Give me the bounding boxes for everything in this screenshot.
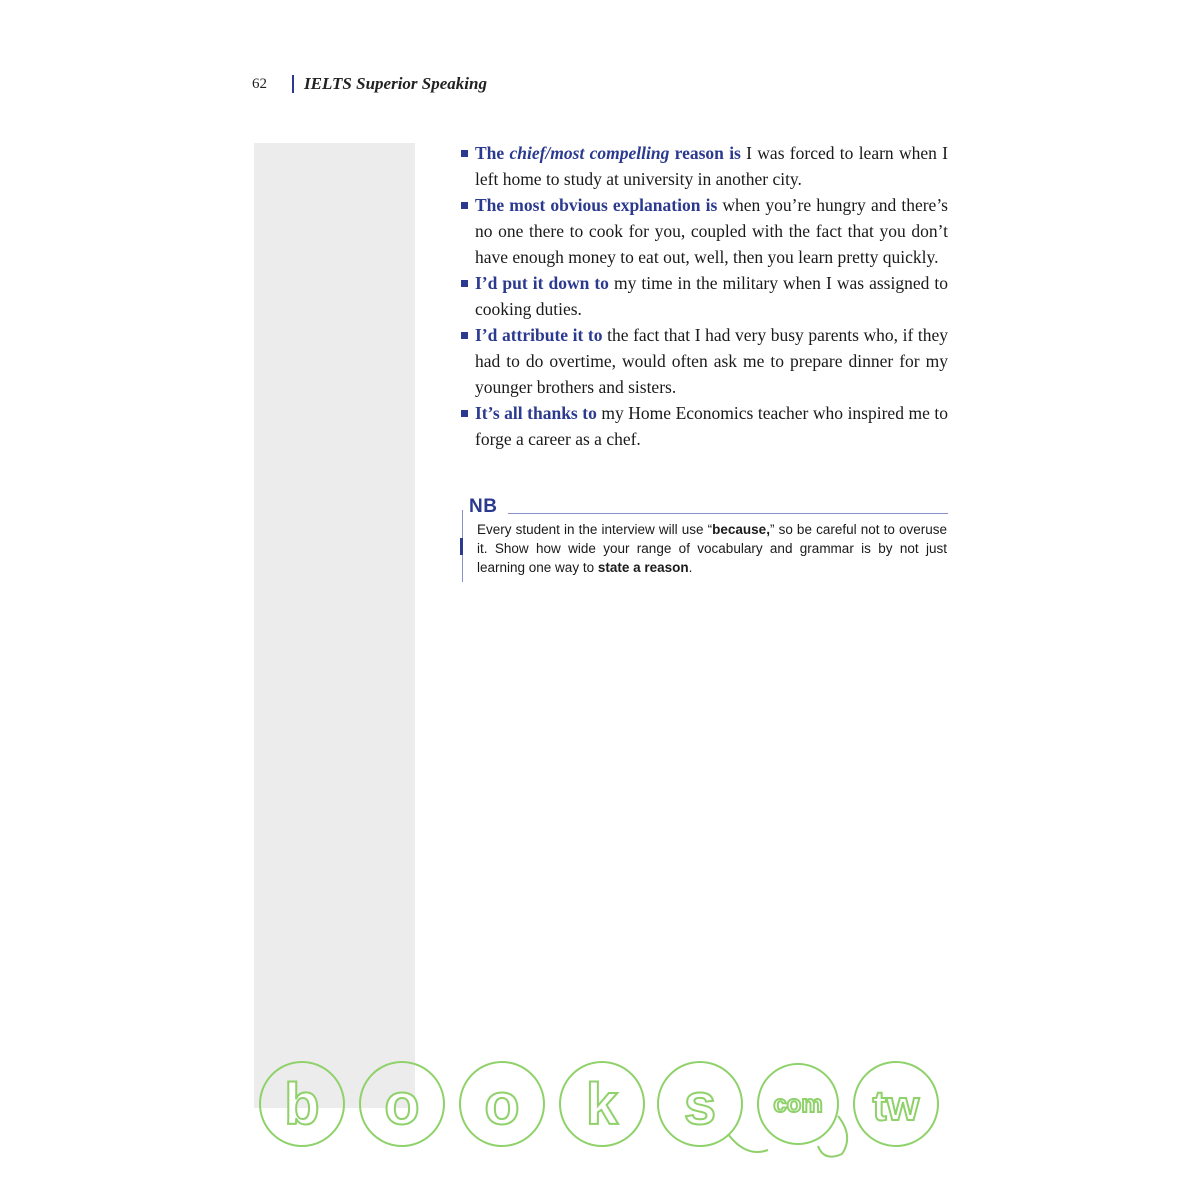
nb-text-part: ” so be careful not to overuse it. Show how wide your range of vocabulary and grammar is by not just learning one way to bbox=[477, 522, 947, 575]
square-bullet-icon bbox=[461, 202, 468, 209]
phrase-highlight-italic: chief/most compelling bbox=[509, 143, 670, 163]
square-bullet-icon bbox=[461, 410, 468, 417]
book-title: IELTS Superior Speaking bbox=[304, 74, 487, 93]
watermark-letter: o bbox=[384, 1072, 420, 1137]
page-header bbox=[252, 72, 487, 96]
example-text: my Home Economics teacher who inspired me to forge a career as a chef. bbox=[475, 403, 949, 449]
square-bullet-icon bbox=[461, 150, 468, 157]
phrase-highlight: It’s all thanks to bbox=[475, 403, 597, 423]
reason-list bbox=[460, 140, 948, 452]
header-divider bbox=[292, 75, 294, 93]
nb-text-bold: state a reason bbox=[597, 560, 689, 575]
nb-text-bold: because, bbox=[712, 522, 770, 537]
phrase-highlight: I’d put it down to bbox=[475, 273, 609, 293]
square-bullet-icon bbox=[461, 332, 468, 339]
nb-text bbox=[477, 520, 947, 577]
reason-item bbox=[460, 192, 948, 270]
reason-item bbox=[460, 322, 948, 400]
reason-item bbox=[460, 400, 948, 452]
watermark-letter: k bbox=[585, 1072, 619, 1137]
watermark-letter: o bbox=[484, 1072, 520, 1137]
nb-text-part: Every student in the interview will use “ bbox=[477, 522, 713, 537]
phrase-highlight: I’d attribute it to bbox=[475, 325, 603, 345]
example-text: the fact that I had very busy parents who, if they had to do overtime, would often ask me to prepare dinner for my younger brothers and sisters. bbox=[475, 325, 948, 397]
watermark-text bbox=[284, 1072, 919, 1137]
nb-note-box bbox=[462, 496, 948, 584]
reason-item bbox=[460, 270, 948, 322]
nb-side-marker bbox=[460, 538, 463, 555]
watermark-tail bbox=[728, 1134, 768, 1152]
phrase-highlight: The most obvious explanation is bbox=[475, 195, 718, 215]
page-number: 62 bbox=[252, 75, 267, 92]
books-com-tw-watermark bbox=[258, 1054, 948, 1166]
square-bullet-icon bbox=[461, 280, 468, 287]
example-text: I was forced to learn when I left home to study at university in another city. bbox=[475, 143, 948, 189]
nb-text-part: . bbox=[688, 560, 693, 575]
side-margin-strip bbox=[254, 143, 415, 1108]
watermark-tw: tw bbox=[872, 1082, 920, 1129]
watermark-letter: s bbox=[683, 1072, 717, 1137]
example-text: when you’re hungry and there’s no one there to cook for you, coupled with the fact that you don’t have enough money to eat out, well, then you learn pretty quickly. bbox=[475, 195, 948, 267]
reason-item bbox=[460, 140, 948, 192]
watermark-com: com bbox=[773, 1091, 823, 1118]
nb-title: NB bbox=[469, 496, 498, 517]
nb-top-rule bbox=[508, 513, 948, 514]
watermark-letter: b bbox=[284, 1072, 320, 1137]
example-text: my time in the military when I was assigned to cooking duties. bbox=[475, 273, 948, 319]
phrase-highlight: reason is bbox=[669, 143, 741, 163]
phrase-highlight: The bbox=[475, 143, 510, 163]
